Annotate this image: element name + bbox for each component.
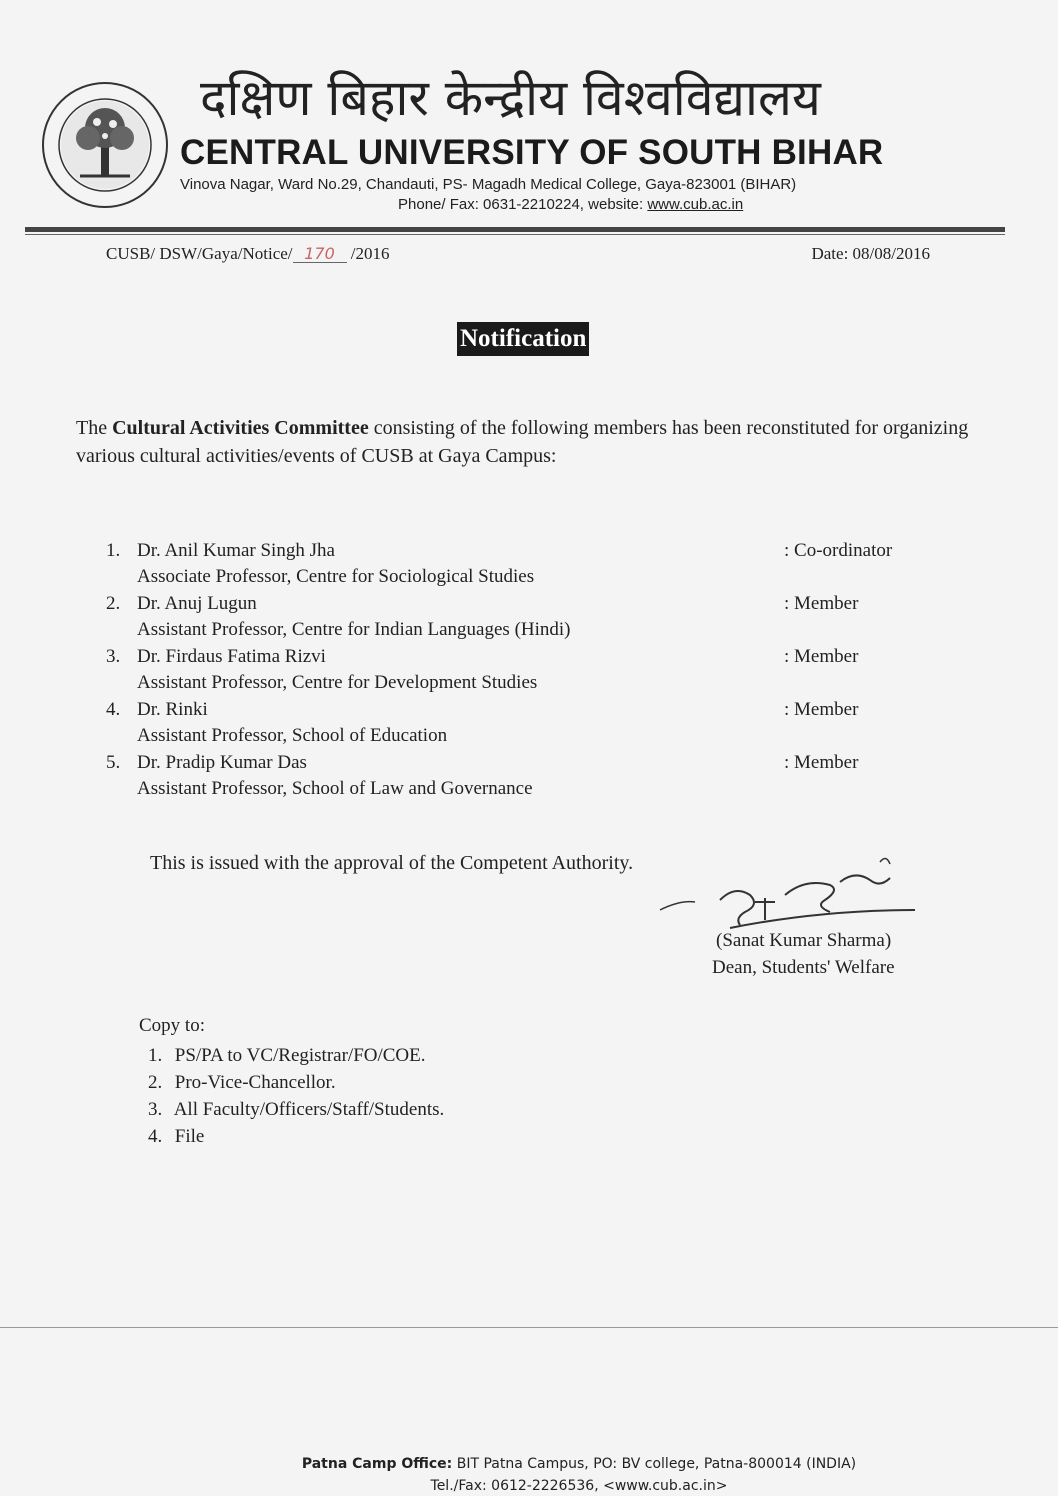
member-role: : Member: [784, 646, 859, 667]
member-role: : Member: [784, 699, 859, 720]
footer-address-text: BIT Patna Campus, PO: BV college, Patna-800014 (INDIA): [452, 1456, 857, 1472]
intro-text-start: The: [76, 417, 113, 439]
member-role: : Member: [784, 752, 859, 773]
university-logo: [40, 80, 170, 210]
copy-to-list: [148, 1042, 444, 1150]
university-contact: [398, 196, 743, 214]
approval-statement: This is issued with the approval of the Competent Authority.: [150, 852, 634, 874]
member-name: Dr. Anil Kumar Singh Jha: [137, 540, 335, 561]
footer-contact: Tel./Fax: 0612-2226536, <www.cub.ac.in>: [430, 1478, 728, 1494]
notice-date: Date: 08/08/2016: [811, 244, 930, 263]
member-designation: Assistant Professor, Centre for Indian Languages (Hindi): [137, 619, 571, 640]
member-name: Dr. Pradip Kumar Das: [137, 752, 307, 773]
list-item: [148, 1069, 444, 1096]
university-name-hindi: दक्षिण बिहार केन्द्रीय विश्वविद्यालय: [200, 69, 821, 127]
footer-address: [0, 1454, 1058, 1474]
member-number: 5.: [106, 752, 121, 773]
list-item-number: 2.: [148, 1072, 163, 1093]
university-name-english: CENTRAL UNIVERSITY OF SOUTH BIHAR: [180, 133, 884, 172]
member-row: [106, 591, 956, 644]
list-item-text: PS/PA to VC/Registrar/FO/COE.: [174, 1045, 426, 1066]
copy-to-label: Copy to:: [139, 1015, 205, 1036]
list-item-text: All Faculty/Officers/Staff/Students.: [173, 1099, 445, 1120]
member-role: : Member: [784, 593, 859, 614]
member-list: [106, 538, 956, 803]
member-row: [106, 538, 956, 591]
member-number: 1.: [106, 540, 121, 561]
list-item-number: 4.: [148, 1126, 163, 1147]
member-row: [106, 644, 956, 697]
member-designation: Assistant Professor, Centre for Development Studies: [137, 672, 538, 693]
member-designation: Assistant Professor, School of Education: [137, 725, 448, 746]
header-rule-thin: [25, 234, 1005, 235]
member-designation: Assistant Professor, School of Law and Governance: [137, 778, 533, 799]
member-designation: Associate Professor, Centre for Sociological Studies: [137, 566, 535, 587]
committee-name: Cultural Activities Committee: [112, 417, 369, 439]
handwritten-notice-number: 170: [293, 246, 347, 263]
intro-paragraph: [76, 414, 996, 470]
member-row: [106, 697, 956, 750]
member-name: Dr. Rinki: [137, 699, 208, 720]
reference-number: [106, 243, 390, 265]
list-item-text: File: [174, 1126, 205, 1147]
member-row: [106, 750, 956, 803]
reference-prefix: CUSB/ DSW/Gaya/Notice/: [106, 244, 293, 263]
signatory-name: (Sanat Kumar Sharma): [716, 930, 892, 951]
member-number: 3.: [106, 646, 121, 667]
member-number: 2.: [106, 593, 121, 614]
signatory-designation: Dean, Students' Welfare: [712, 957, 895, 978]
list-item-number: 3.: [148, 1099, 163, 1120]
member-number: 4.: [106, 699, 121, 720]
list-item: [148, 1042, 444, 1069]
list-item: [148, 1123, 444, 1150]
list-item: [148, 1096, 444, 1123]
signature-image: [640, 840, 930, 940]
member-name: Dr. Firdaus Fatima Rizvi: [137, 646, 326, 667]
header-rule-thick: [25, 227, 1005, 232]
member-role: : Co-ordinator: [784, 540, 893, 561]
footer-label: Patna Camp Office:: [301, 1456, 453, 1472]
university-address: Vinova Nagar, Ward No.29, Chandauti, PS- Magadh Medical College, Gaya-823001 (BIHAR): [180, 176, 797, 193]
list-item-number: 1.: [148, 1045, 163, 1066]
footer-divider: [0, 1327, 1058, 1328]
intro-text-end: consisting of the following members has been reconstituted for organizing various cultural activities/events of CUSB at Gaya Campus:: [76, 417, 969, 467]
website-link[interactable]: www.cub.ac.in: [647, 196, 744, 213]
list-item-text: Pro-Vice-Chancellor.: [174, 1072, 336, 1093]
notice-title: Notification: [457, 322, 589, 356]
member-name: Dr. Anuj Lugun: [137, 593, 257, 614]
phone-fax-text: Phone/ Fax: 0631-2210224, website:: [398, 196, 648, 213]
reference-suffix: /2016: [346, 244, 390, 263]
